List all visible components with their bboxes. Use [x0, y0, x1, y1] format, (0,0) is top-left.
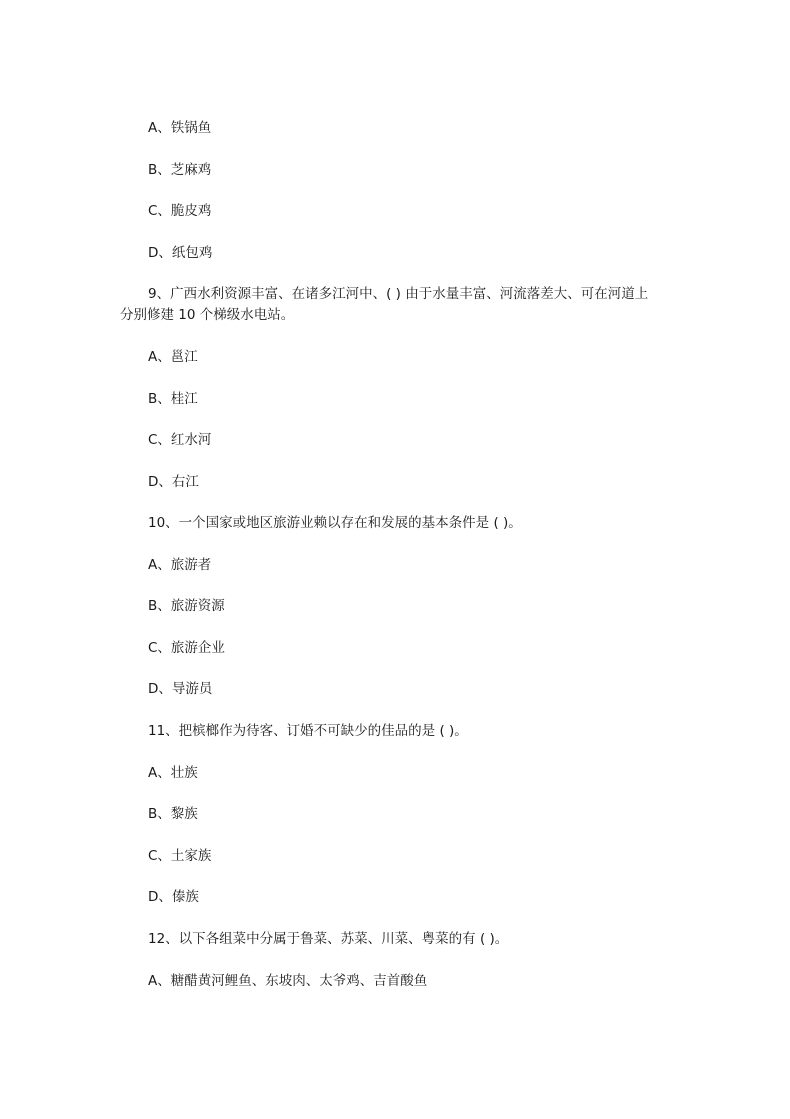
q8-option-a: A、铁锅鱼 — [148, 120, 212, 136]
q9-option-a: A、邕江 — [148, 349, 198, 365]
q10-option-c: C、旅游企业 — [148, 640, 225, 656]
q11-option-a: A、壮族 — [148, 765, 198, 781]
q12-option-a: A、糖醋黄河鲤鱼、东坡肉、太爷鸡、吉首酸鱼 — [148, 973, 428, 989]
q8-option-d: D、纸包鸡 — [148, 245, 213, 261]
q10-stem: 10、一个国家或地区旅游业赖以存在和发展的基本条件是 ( )。 — [148, 515, 522, 531]
q10-option-a: A、旅游者 — [148, 557, 212, 573]
q11-option-d: D、傣族 — [148, 889, 199, 905]
q9-stem-line1: 9、广西水利资源丰富、在诸多江河中、( ) 由于水量丰富、河流落差大、可在河道上 — [148, 286, 649, 302]
q11-option-c: C、土家族 — [148, 848, 212, 864]
q9-option-b: B、桂江 — [148, 391, 198, 407]
q9-option-d: D、右江 — [148, 474, 199, 490]
q8-option-b: B、芝麻鸡 — [148, 162, 212, 178]
q8-option-c: C、脆皮鸡 — [148, 203, 212, 219]
q10-option-d: D、导游员 — [148, 681, 213, 697]
q10-option-b: B、旅游资源 — [148, 598, 225, 614]
q11-option-b: B、黎族 — [148, 806, 198, 822]
q9-option-c: C、红水河 — [148, 432, 212, 448]
q12-stem: 12、以下各组菜中分属于鲁菜、苏菜、川菜、粤菜的有 ( )。 — [148, 931, 509, 947]
q9-stem-line2: 分别修建 10 个梯级水电站。 — [120, 307, 295, 323]
q11-stem: 11、把槟榔作为待客、订婚不可缺少的佳品的是 ( )。 — [148, 723, 468, 739]
